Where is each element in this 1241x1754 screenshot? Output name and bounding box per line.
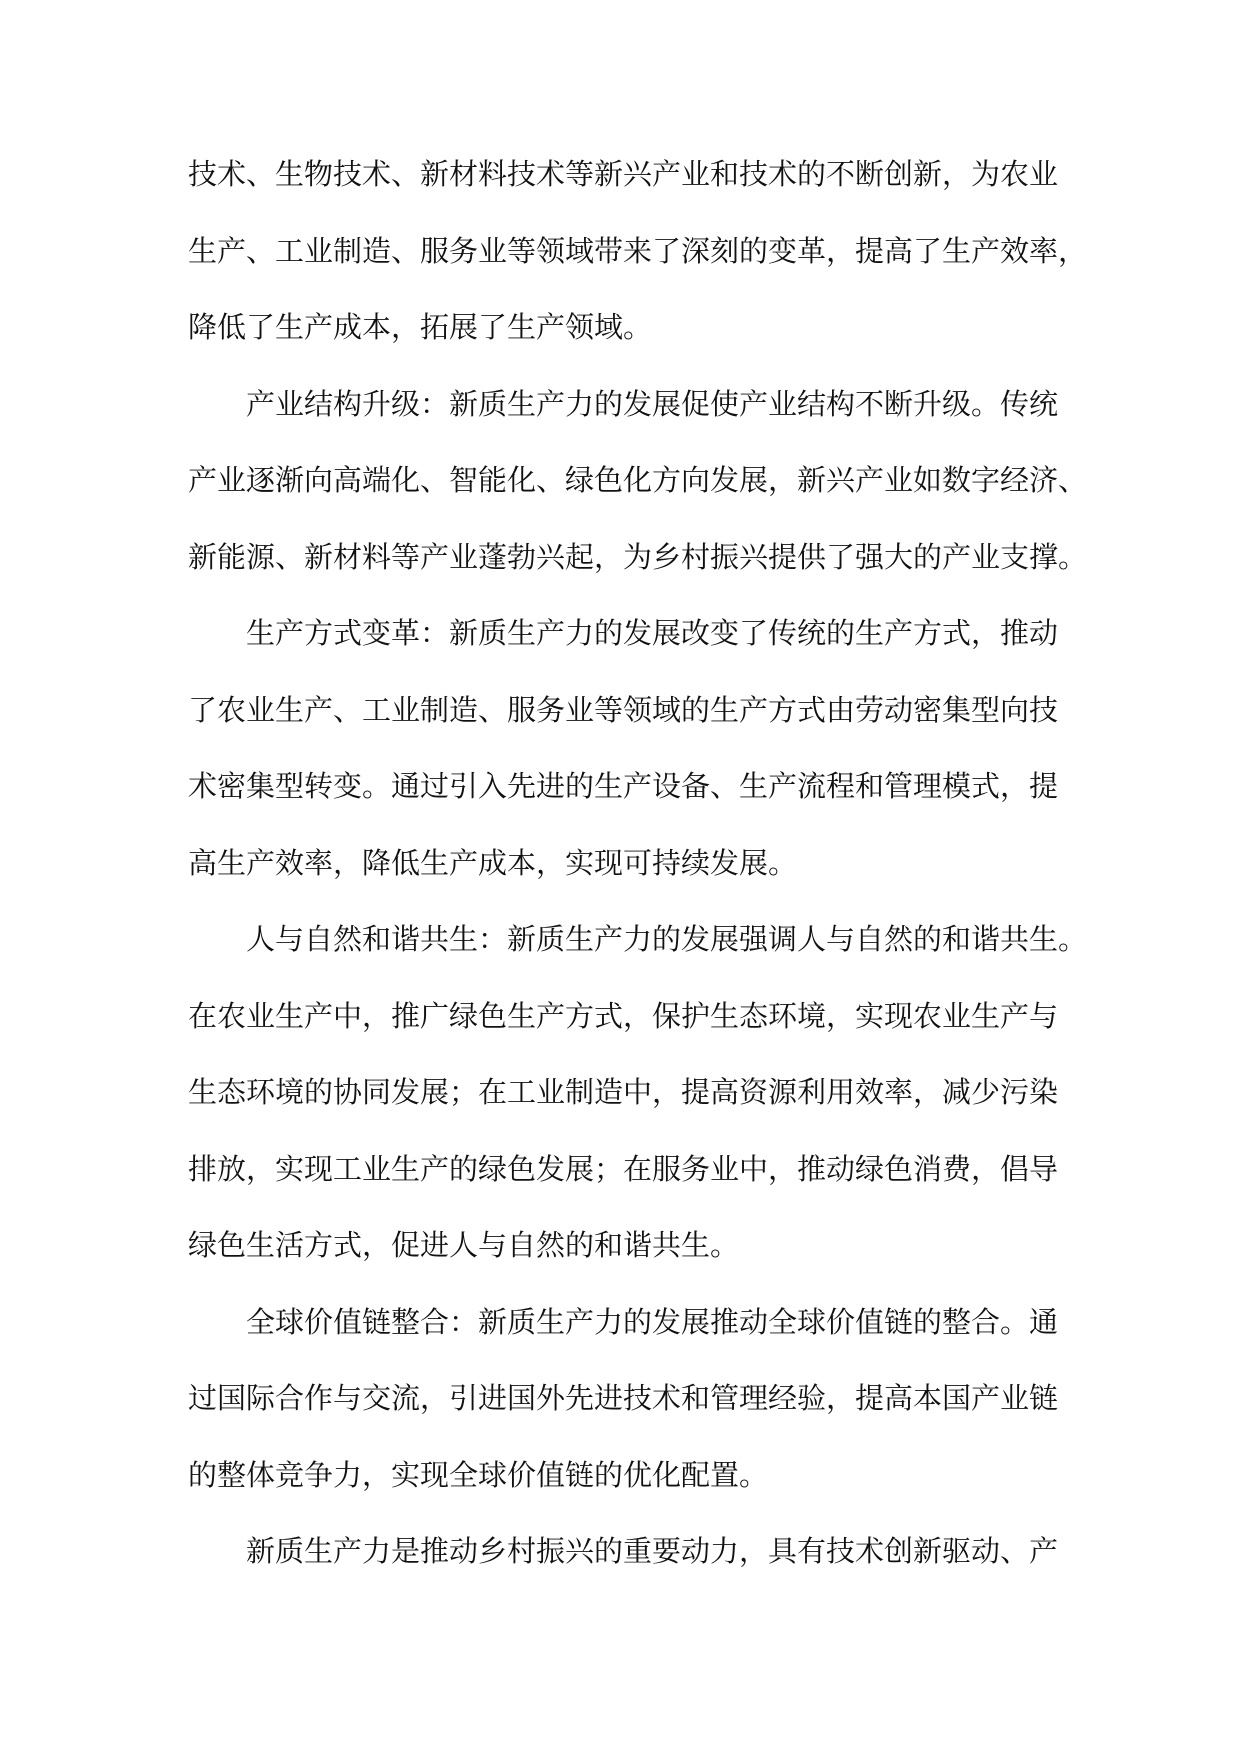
paragraph-harmony-with-nature — [188, 901, 1088, 1284]
paragraph-industrial-upgrade — [188, 366, 1088, 596]
paragraph-production-mode-change — [188, 595, 1058, 901]
text-line: 排放，实现工业生产的绿色发展；在服务业中，推动绿色消费，倡导 — [188, 1151, 1059, 1186]
text-line: 在农业生产中，推广绿色生产方式，保护生态环境，实现农业生产与 — [188, 998, 1059, 1033]
text-line: 过国际合作与交流，引进国外先进技术和管理经验，提高本国产业链 — [188, 1381, 1059, 1415]
text-line: 的整体竞争力，实现全球价值链的优化配置。 — [188, 1457, 769, 1492]
paragraph-rural-revitalization-summary — [188, 1513, 1058, 1590]
text-line: 降低了生产成本，拓展了生产领域。 — [188, 310, 653, 344]
text-line: 生态环境的协同发展；在工业制造中，提高资源利用效率，减少污染 — [188, 1075, 1059, 1109]
text-line: 产业结构升级：新质生产力的发展促使产业结构不断升级。传统 — [246, 386, 1059, 421]
text-line: 术密集型转变。通过引入先进的生产设备、生产流程和管理模式，提 — [188, 769, 1059, 803]
text-line: 新能源、新材料等产业蓬勃兴起，为乡村振兴提供了强大的产业支撑。 — [188, 539, 1088, 574]
text-line: 了农业生产、工业制造、服务业等领域的生产方式由劳动密集型向技 — [188, 692, 1059, 727]
text-line: 新质生产力是推动乡村振兴的重要动力，具有技术创新驱动、产 — [246, 1534, 1059, 1568]
text-line: 绿色生活方式，促进人与自然的和谐共生。 — [188, 1228, 740, 1262]
text-line: 生产、工业制造、服务业等领域带来了深刻的变革，提高了生产效率， — [188, 233, 1088, 268]
text-line: 生产方式变革：新质生产力的发展改变了传统的生产方式，推动 — [246, 616, 1059, 650]
paragraph-global-value-chain — [188, 1284, 1058, 1514]
text-line: 全球价值链整合：新质生产力的发展推动全球价值链的整合。通 — [246, 1304, 1059, 1339]
text-line: 人与自然和谐共生：新质生产力的发展强调人与自然的和谐共生。 — [246, 922, 1088, 956]
text-line: 技术、生物技术、新材料技术等新兴产业和技术的不断创新，为农业 — [188, 157, 1059, 191]
text-line: 高生产效率，降低生产成本，实现可持续发展。 — [188, 845, 798, 880]
paragraph-tech-innovation-continued — [188, 136, 1088, 366]
text-line: 产业逐渐向高端化、智能化、绿色化方向发展，新兴产业如数字经济、 — [188, 463, 1088, 497]
document-body — [188, 136, 1088, 1590]
